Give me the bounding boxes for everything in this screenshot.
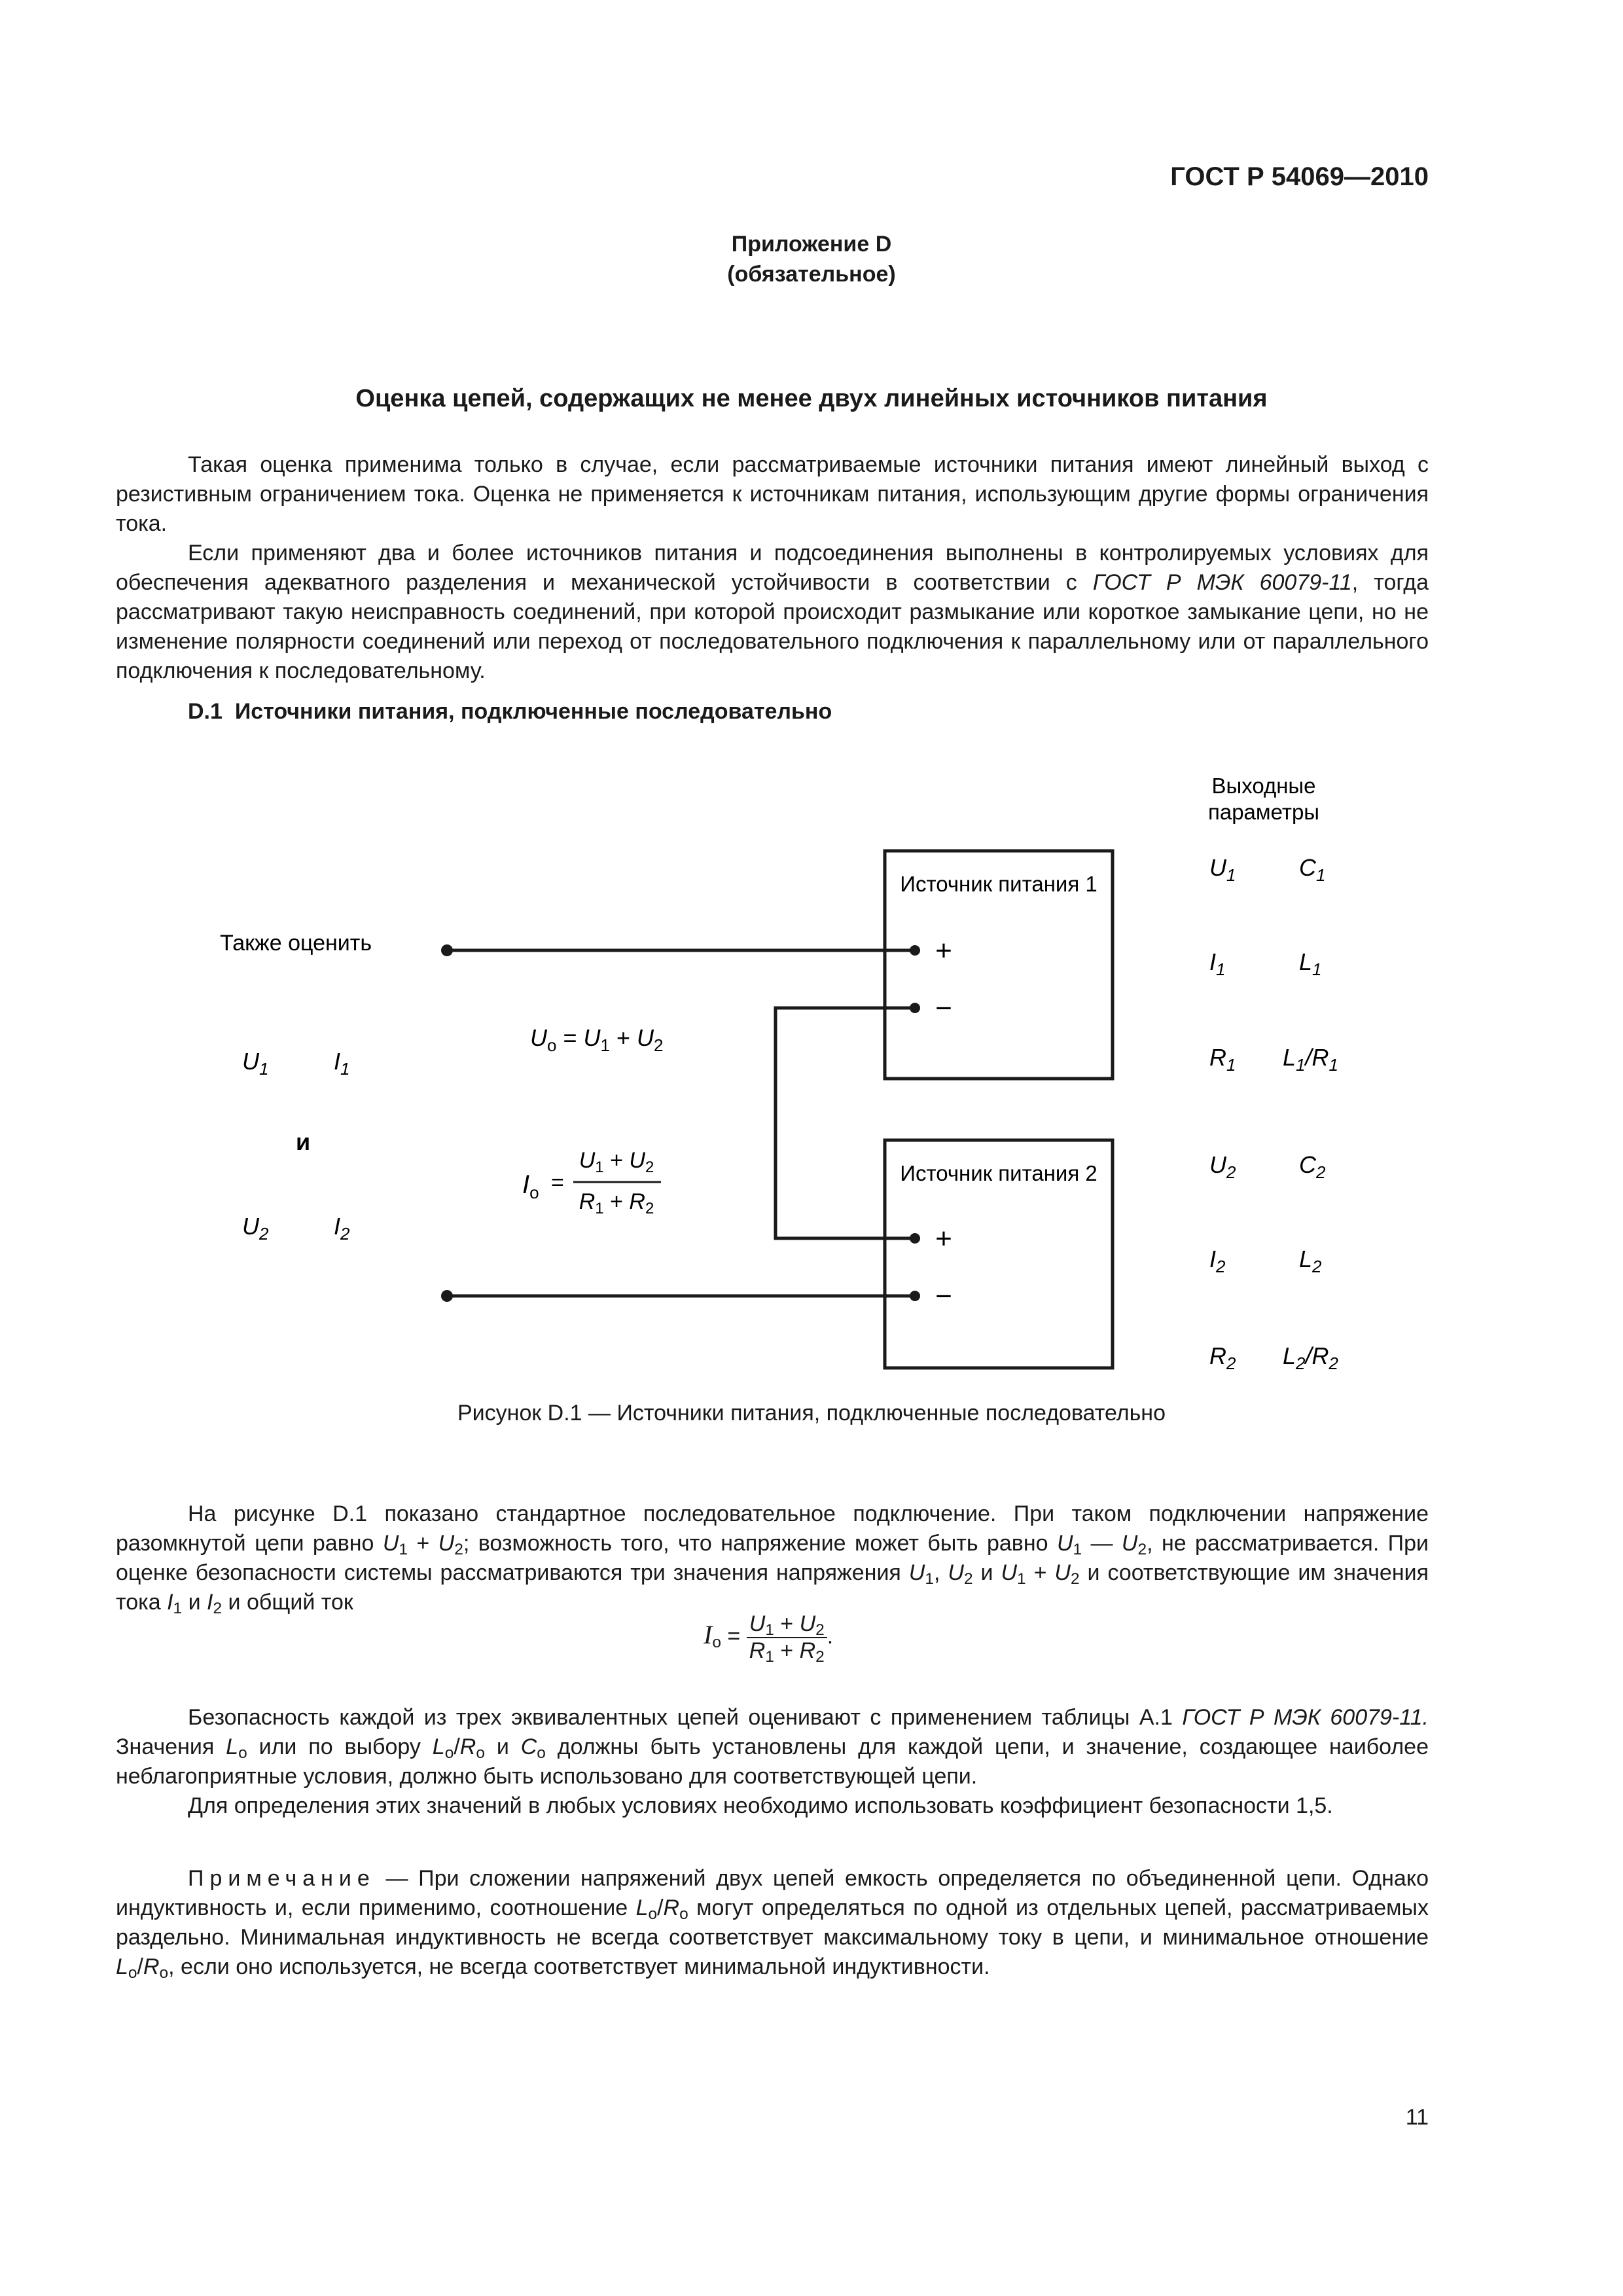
svg-text:C2: $C_2$ (1299, 1151, 1326, 1182)
plus-terminal-2: + (935, 1223, 952, 1255)
page-number: 11 (1405, 2105, 1429, 2130)
svg-text:L2/R2: $L_2/R_2$ (1283, 1342, 1338, 1373)
power-source-1-label: Источник питания 1 (900, 872, 1097, 896)
note-label: Примечание (188, 1866, 376, 1891)
minus-terminal-2: − (935, 1280, 952, 1312)
svg-text:=: = (551, 1170, 564, 1195)
intro-paragraph-1: Такая оценка применима только в случае, если рассматриваемые источники питания имеют линейный выход с резистивным ограничением тока. Оценка не применяется к источникам питания, использующим другие формы ограничения тока. (116, 452, 1429, 536)
circuit-wires (447, 950, 915, 1296)
output-params-label: Выходные параметры (1207, 774, 1320, 824)
u2-label: $U_2$ (242, 1213, 269, 1244)
plus-terminal-1: + (935, 935, 952, 967)
u1-label: $U_1$ (242, 1048, 269, 1079)
body-paragraph-4: Безопасность каждой из трех эквивалентных цепей оценивают с применением таблицы А.1 ГОСТ Р МЭК 60079-11. Значения $L_o$ или по выбору $L_o/R_o$ и $C_o$ должны быть установлены для каждой цепи, и значение, создающее наиболее неблагоприятные условия, должно быть использовано для соответствующей цепи. (116, 1705, 1429, 1789)
minus-terminal-1: − (935, 992, 952, 1024)
io-equation (522, 1148, 661, 1217)
and-label: и (296, 1128, 311, 1155)
svg-text:L1: $L_1$ (1299, 948, 1322, 979)
output-parameters (1209, 854, 1339, 1373)
appendix-label: Приложение D (731, 232, 892, 257)
appendix-title: Оценка цепей, содержащих не менее двух линейных источников питания (355, 385, 1268, 412)
svg-text:I2: $I_2$ (1209, 1246, 1226, 1276)
appendix-status: (обязательное) (727, 262, 896, 287)
i1-label: $I_1$ (334, 1048, 350, 1079)
intro-paragraph-2: Если применяют два и более источников питания и подсоединения выполнены в контролируемых условиях для обеспечения адекватного разделения и механической устойчивости в соответствии с ГОСТ Р МЭК 60079-11, тогда рассматривают такую неисправность соединений, при которой происходит размыкание или короткое замыкание цепи, но не изменение полярности соединений или переход от последовательного подключения к параллельному или от параллельного подключения к последовательному. (116, 541, 1429, 683)
body-paragraph-3: На рисунке D.1 показано стандартное последовательное подключение. При таком подключении напряжение разомкнутой цепи равно $U_1 + U_2$; возможность того, что напряжение может быть равно $U_1$ — $U_2$, не рассматривается. При оценке безопасности системы рассматриваются три значения напряжения $U_1$, $U_2$ и $U_1 + U_2$ и соответствующие им значения тока $I_1$ и $I_2$ и общий ток (116, 1501, 1429, 1618)
note-paragraph: Примечание — При сложении напряжений двух цепей емкость определяется по объединенной цепи. Однако индуктивность и, если применимо, соотношение $L_o/R_o$ могут определяться по одной из отдельных цепей, рассматриваемых раздельно. Минимальная индуктивность не всегда соответствует максимальному току в цепи, и минимальное отношение $L_o/R_o$, если оно используется, не всегда соответствует минимальной индуктивности. (116, 1866, 1429, 1982)
svg-text:R1 + R2: $R_1 + R_2$ (579, 1189, 654, 1217)
svg-text:L2: $L_2$ (1299, 1246, 1322, 1276)
total-current-formula: $I_o$ = $\frac{U_1 + U_2}{R_1 + R_2}$ . (704, 1611, 834, 1666)
svg-text:U1 + U2: $U_1 + U_2$ (579, 1148, 654, 1176)
standard-reference: ГОСТ Р МЭК 60079-11. (1182, 1705, 1429, 1730)
standard-designation: ГОСТ Р 54069—2010 (1170, 162, 1429, 191)
body-paragraph-5: Для определения этих значений в любых условиях необходимо использовать коэффициент безопасности 1,5. (188, 1793, 1333, 1818)
svg-text:C1: $C_1$ (1299, 854, 1326, 885)
power-source-2-label: Источник питания 2 (900, 1161, 1097, 1185)
uo-equation: $U_o = U_1 + U_2$ (530, 1024, 664, 1055)
i2-label: $I_2$ (334, 1213, 350, 1244)
series-connection-diagram (0, 753, 1623, 1401)
svg-text:U1: $U_1$ (1209, 854, 1236, 885)
svg-text:I1: $I_1$ (1209, 948, 1226, 979)
svg-text:R1: $R_1$ (1209, 1044, 1236, 1075)
svg-text:U2: $U_2$ (1209, 1151, 1236, 1182)
standard-reference: ГОСТ Р МЭК 60079-11 (1092, 570, 1352, 595)
section-heading: D.1 Источники питания, подключенные последовательно (188, 699, 832, 724)
terminal-dots (441, 944, 920, 1302)
svg-text:Io: $I_o$ (522, 1170, 539, 1202)
svg-text:L1/R1: $L_1/R_1$ (1283, 1044, 1338, 1075)
also-evaluate-label: Также оценить (219, 931, 372, 956)
figure-caption: Рисунок D.1 — Источники питания, подключенные последовательно (457, 1401, 1166, 1426)
svg-text:R2: $R_2$ (1209, 1342, 1236, 1373)
